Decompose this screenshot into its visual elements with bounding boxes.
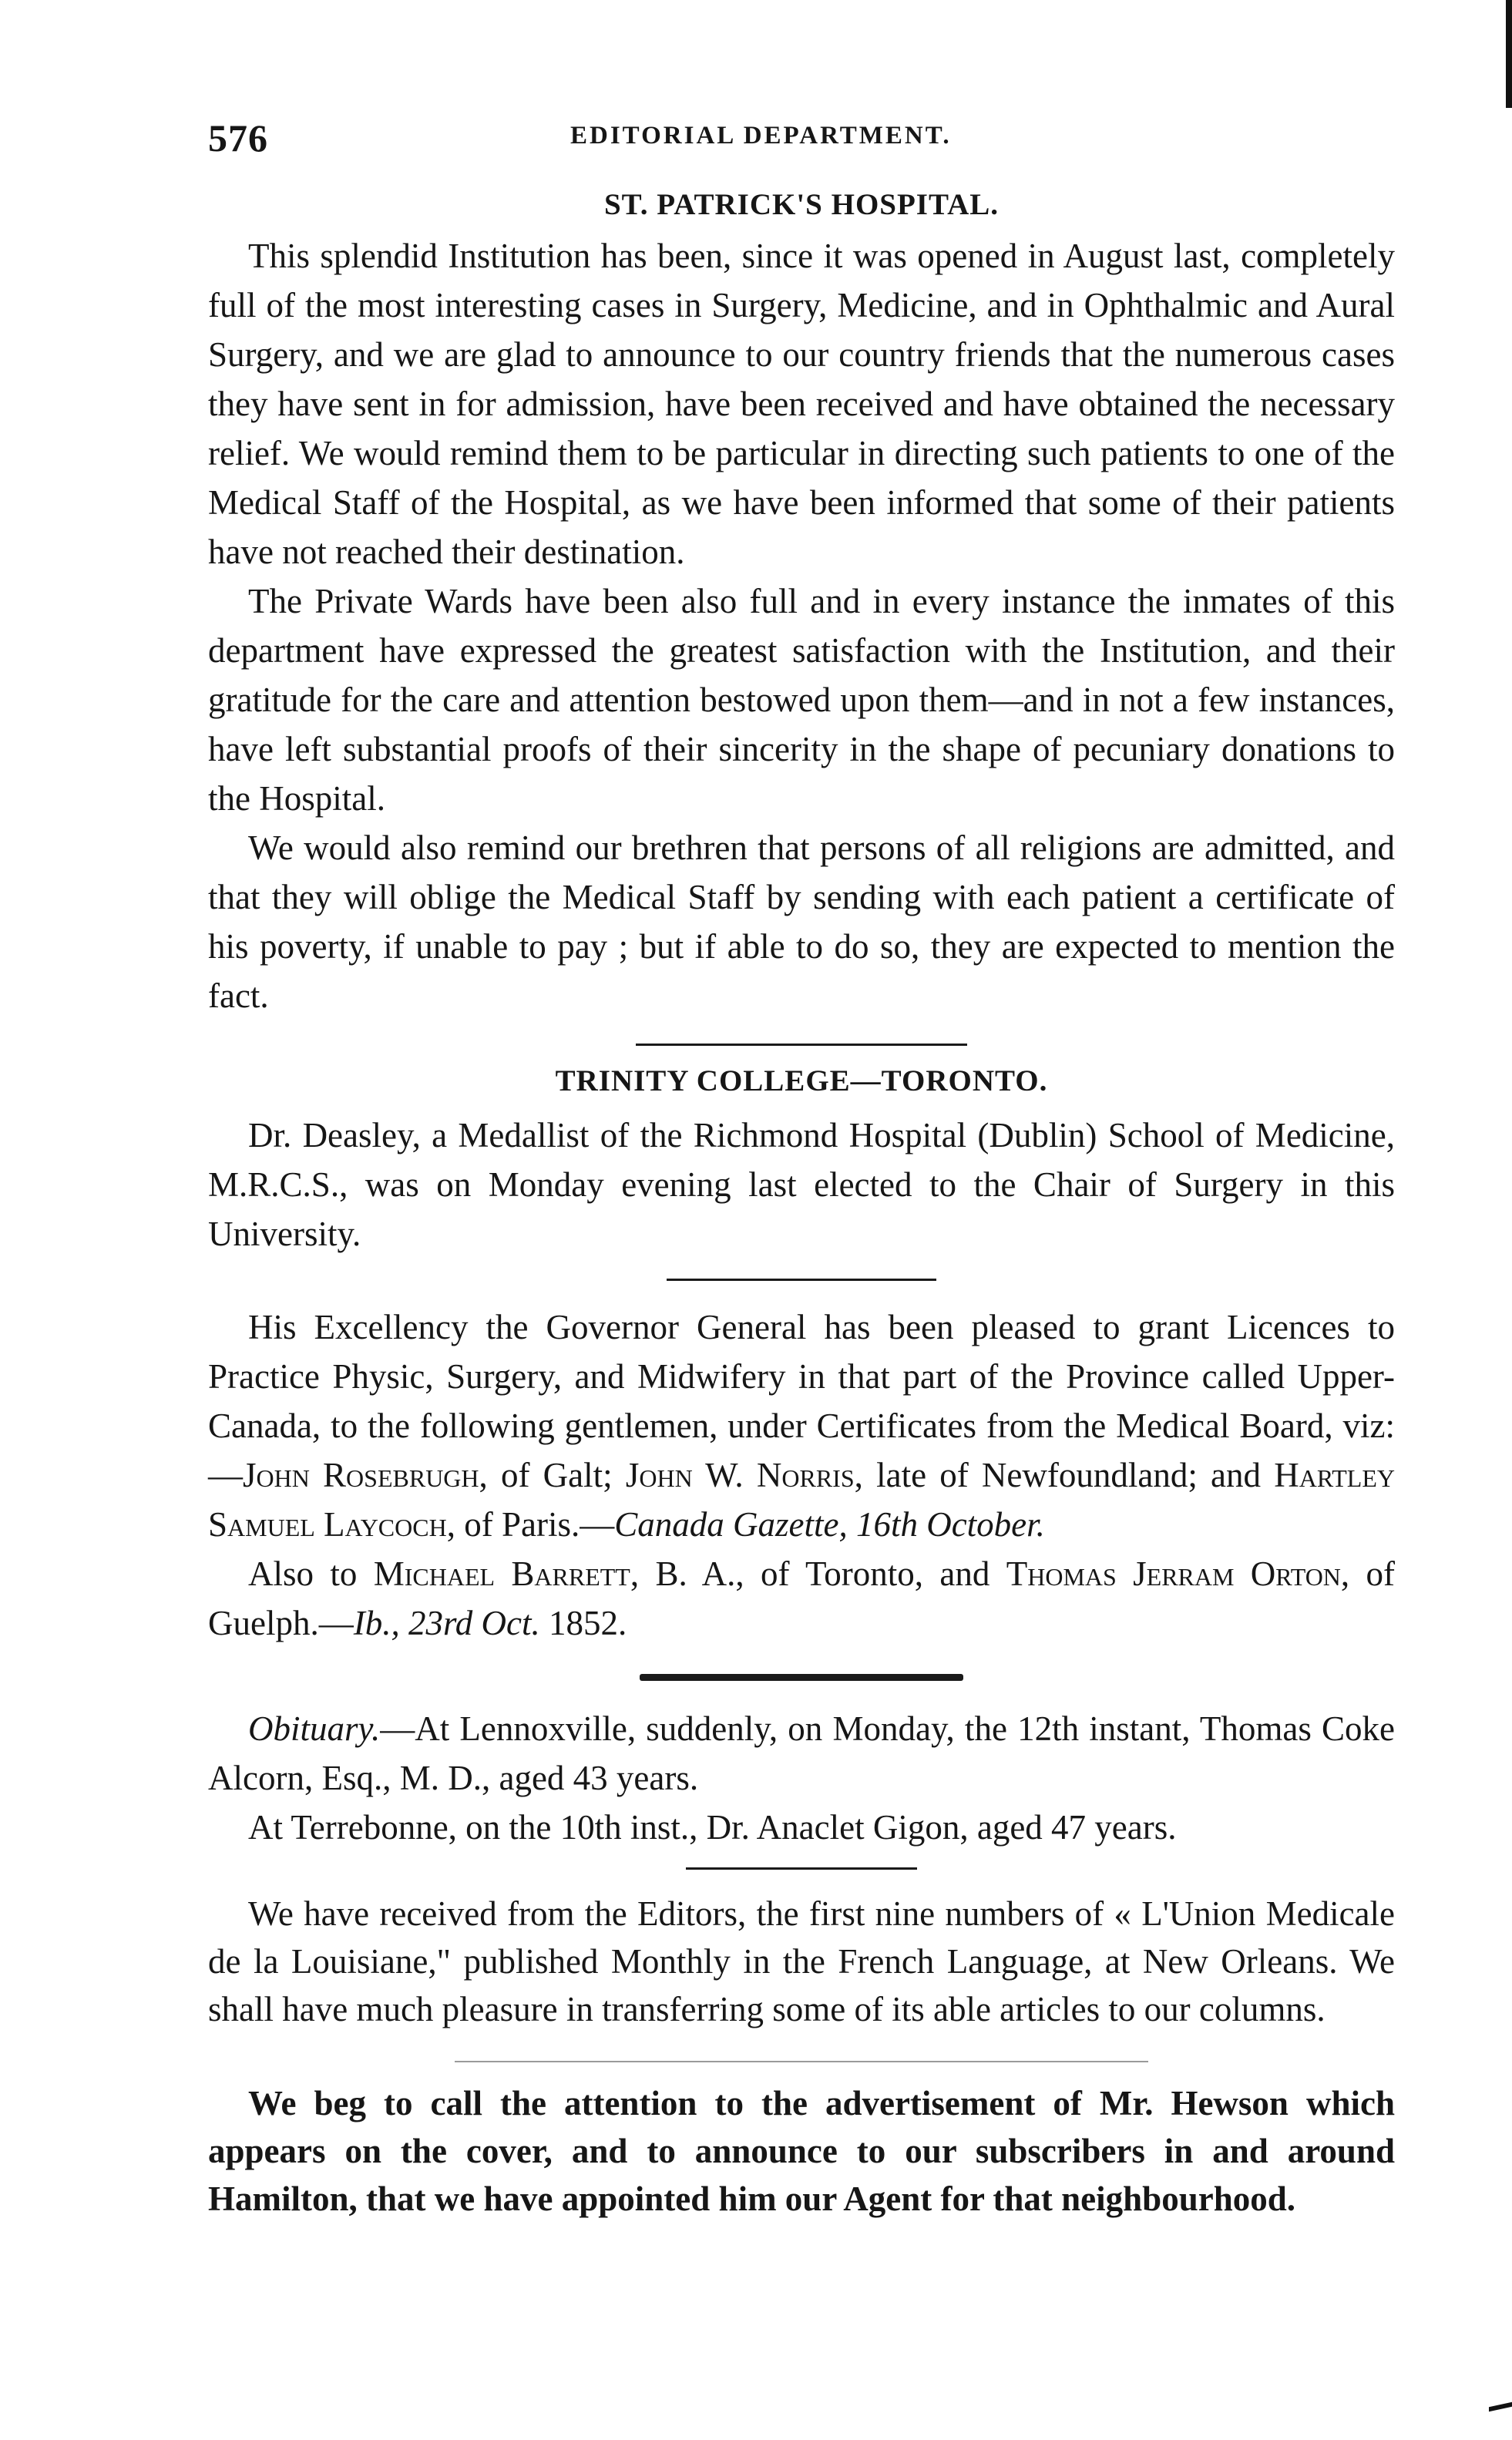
scan-corner-mark	[1489, 2402, 1512, 2411]
section-divider-5	[455, 2061, 1148, 2062]
obituary-label: Obituary.	[248, 1709, 381, 1748]
section-divider-2	[667, 1279, 936, 1281]
ibid-citation: Ib., 23rd Oct.	[353, 1604, 540, 1642]
citation-year: 1852.	[539, 1604, 627, 1642]
licences-text: Also to	[248, 1554, 374, 1593]
licences-text: , of Galt;	[479, 1456, 626, 1494]
section-divider-4	[686, 1867, 917, 1870]
licensee-name: Thomas Jerram Orton	[1006, 1554, 1341, 1593]
licensee-name: John Rosebrugh	[243, 1456, 479, 1494]
st-patricks-title: ST. PATRICK'S HOSPITAL.	[603, 188, 1000, 221]
licensee-name: John W. Norris	[625, 1456, 855, 1494]
gazette-citation: Canada Gazette, 16th October.	[614, 1505, 1045, 1544]
section-divider-3	[640, 1674, 963, 1681]
st-patricks-section	[208, 183, 1395, 1020]
hewson-paragraph: We beg to call the attention to the advertisement of Mr. Hewson which appears on the cover, and to announce to our subscribers in and around Hamilton, that we have appointed him our Agent for that neighbourhood.	[208, 2084, 1395, 2218]
licences-text: , of Guelph.—	[208, 1554, 1396, 1642]
page-content	[208, 108, 1395, 2223]
st-patricks-paragraph-1: This splendid Institution has been, since it was opened in August last, completely full of the most interesting cases in Surgery, Medicine, and in Ophthalmic and Aural Surgery, and we are glad to announce to our country friends that the numerous cases they have sent in for admission, have been received and have obtained the necessary relief. We would remind them to be particular in directing such patients to one of the Medical Staff of the Hospital, as we have been informed that some of their patients have not reached their destination.	[208, 237, 1395, 571]
trinity-section	[208, 1060, 1395, 1259]
licensee-name: Hartley Samuel Laycoch	[208, 1456, 1396, 1544]
licences-text: , B. A., of Toronto, and	[630, 1554, 1006, 1593]
scan-edge-mark	[1506, 0, 1512, 108]
obituary-text: —At Lennoxville, suddenly, on Monday, the 12th instant, Thomas Coke Alcorn, Esq., M. D., aged 43 years.	[208, 1709, 1395, 1797]
trinity-paragraph: Dr. Deasley, a Medallist of the Richmond Hospital (Dublin) School of Medicine, M.R.C.S., was on Monday evening last elected to the Chair of Surgery in this University.	[208, 1116, 1395, 1253]
section-divider-1	[636, 1044, 967, 1046]
obituary-paragraph-1	[208, 1704, 1395, 1803]
licensee-name: Michael Barrett	[373, 1554, 630, 1593]
st-patricks-paragraph-3: We would also remind our brethren that persons of all religions are admitted, and that they will oblige the Medical Staff by sending with each patient a certificate of his poverty, if unable to pay ; but if able to do so, they are expected to mention the fact.	[208, 828, 1395, 1015]
licences-paragraph-also	[208, 1549, 1395, 1648]
licences-paragraph	[208, 1302, 1395, 1549]
obituary-paragraph-2: At Terrebonne, on the 10th inst., Dr. Anaclet Gigon, aged 47 years.	[248, 1808, 1177, 1847]
licences-section	[208, 1302, 1395, 1648]
trinity-title: TRINITY COLLEGE—TORONTO.	[555, 1064, 1048, 1097]
union-medicale-section	[208, 1890, 1395, 2033]
licences-text: His Excellency the Governor General has been pleased to grant Licences to Practice Physic, Surgery, and Midwifery in that part of the Province called Upper-Canada, to the following gentlemen, under Certificates from the Medical Board, viz:—	[208, 1308, 1395, 1494]
page-number: 576	[208, 116, 268, 160]
licences-text: , of Paris.—	[446, 1505, 615, 1544]
page-header	[208, 108, 1395, 177]
running-head: EDITORIAL DEPARTMENT.	[570, 122, 952, 150]
obituary-section	[208, 1704, 1395, 1852]
licences-text: , late of Newfoundland; and	[854, 1456, 1275, 1494]
st-patricks-paragraph-2: The Private Wards have been also full and in every instance the inmates of this department have expressed the greatest satisfaction with the Institution, and their gratitude for the care and attention bestowed upon them—and in not a few instances, have left substantial proofs of their sincerity in the shape of pecuniary donations to the Hospital.	[208, 582, 1395, 818]
hewson-section	[208, 2079, 1395, 2223]
union-medicale-paragraph: We have received from the Editors, the first nine numbers of « L'Union Medicale de la Louisiane," published Monthly in the French Language, at New Orleans. We shall have much pleasure in transferring some of its able articles to our columns.	[208, 1894, 1395, 2028]
